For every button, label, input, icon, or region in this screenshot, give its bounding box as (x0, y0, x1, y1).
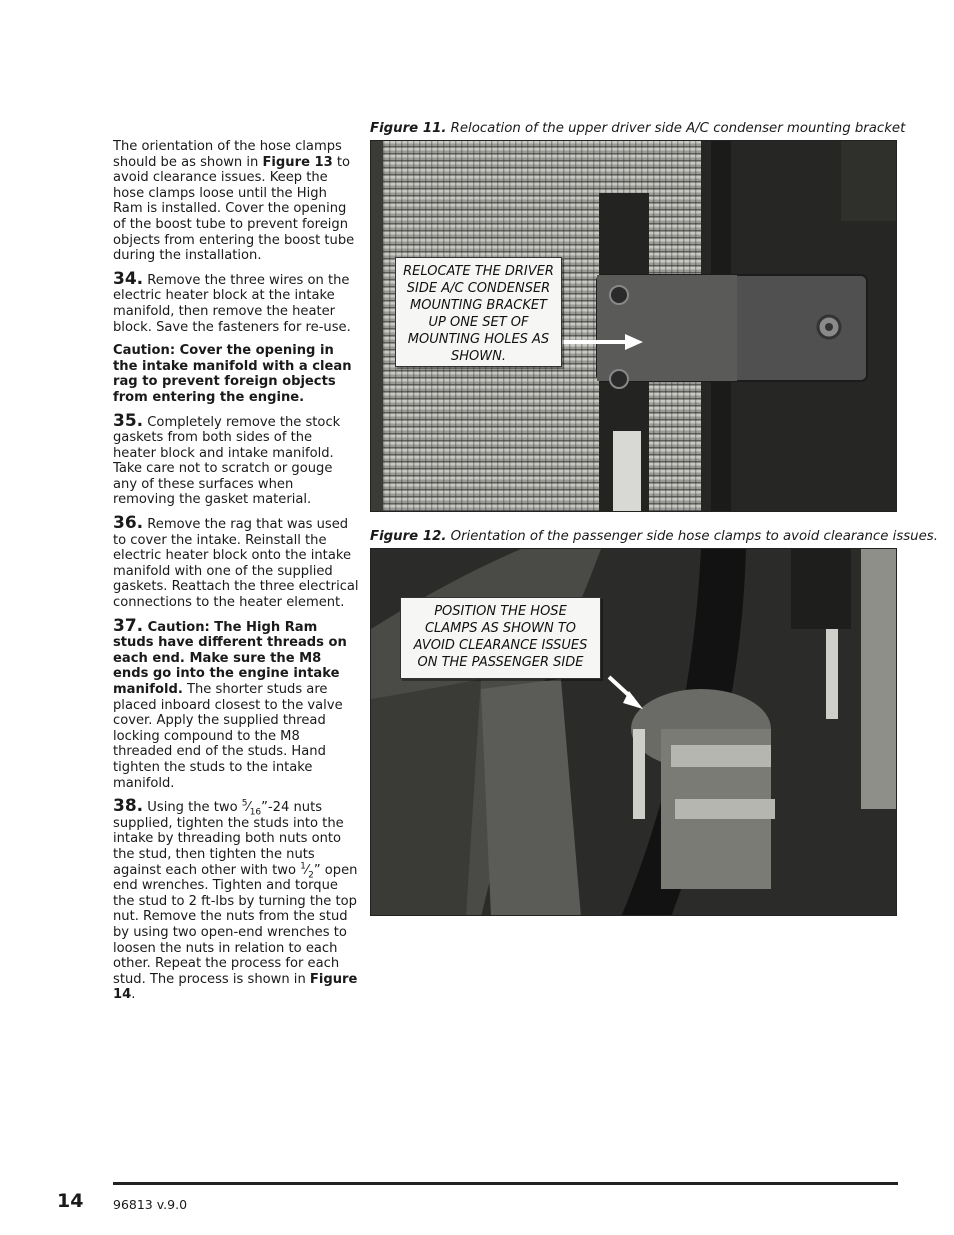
footer-rule (113, 1182, 898, 1185)
intro-text: The orientation of the hose clamps should be as shown in (113, 139, 342, 170)
step-34 (113, 268, 359, 335)
step-text: Completely remove the stock gaskets from both sides of the heater block and intake manifold. Take care not to scratch or gouge any of these surfaces when removing the gasket material. (113, 414, 341, 508)
figure-11-label: Figure 11. (370, 121, 447, 136)
figure-12-caption-text: Orientation of the passenger side hose clamps to avoid clearance issues. (446, 529, 938, 544)
figure-12-callout: POSITION THE HOSE CLAMPS AS SHOWN TO AVOID CLEARANCE ISSUES ON THE PASSENGER SIDE (400, 597, 601, 679)
intro-paragraph (113, 139, 359, 264)
step-text-end: . (131, 987, 136, 1003)
step-38: 38. Using the two $^5⁄_{16}”-24$ nuts supplied, tighten the studs into the intake by threading both nuts onto the stud, then tighten the nuts against each other with two $^1⁄_2$” open end wrenches. Tighten and torque the stud to 2 ft-lbs by turning the top nut. Remove the nuts from the stud by using two open-end wrenches to loosen the nuts in relation to each other. Repeat the process for each stud. The process is shown in Figure 14. (113, 796, 358, 1003)
step-number: 34. (113, 268, 144, 289)
step-number: 36. (113, 513, 144, 534)
step-text: Remove the three wires on the electric heater block at the intake manifold, then remove the heater block. Save the fasteners for re-use. (113, 272, 351, 335)
instructions-column (113, 139, 359, 1011)
step-36 (113, 513, 359, 611)
figure-13-reference: Figure 13 (262, 154, 333, 170)
step-number: 35. (113, 410, 144, 431)
caution-note: Caution: Cover the opening in the intake manifold with a clean rag to prevent foreign objects from entering the engine. (113, 343, 352, 405)
step-number: 38. (113, 796, 144, 817)
step-text: Remove the rag that was used to cover the intake. Reinstall the electric heater block onto the intake manifold with one of the supplied gaskets. Reattach the three electrical connections to the heater element. (113, 517, 359, 611)
step-caution: Caution: The High Ram studs have different threads on each end. Make sure the M8 ends go into the engine intake manifold. (113, 619, 347, 697)
document-version: 96813 v.9.0 (113, 1197, 188, 1212)
intro-text-cont: to avoid clearance issues. Keep the hose clamps loose until the High Ram is installed. Cover the opening of the boost tube to prevent foreign objects from entering the boost tube during the installation. (113, 154, 355, 264)
step-number: 37. (113, 615, 144, 636)
step-text-cont: ” open end wrenches. Tighten and torque the stud to 2 ft-lbs by turning the top nut. Remove the nuts from the stud by using two open-end wrenches to loosen the nuts in relation to each other. Repeat the process for each stud. The process is shown in (113, 862, 358, 987)
step-35 (113, 410, 359, 509)
fraction-numerator: 1 (300, 861, 306, 872)
figure-11-caption-text: Relocation of the upper driver side A/C condenser mounting bracket (446, 121, 906, 136)
fraction-denominator: 2 (308, 870, 314, 881)
step-37 (113, 615, 359, 792)
fraction-numerator: 5 (241, 798, 248, 809)
figure-12-label: Figure 12. (370, 529, 447, 544)
fraction-denominator: 16 (249, 807, 262, 818)
page-number: 14 (57, 1190, 84, 1212)
step-text: Using the two (143, 800, 242, 816)
figure-14-reference: Figure 14 (113, 971, 358, 1003)
step-text-cont: ”-24 nuts supplied, tighten the studs into the intake by threading both nuts onto the stud, then tighten the nuts against each other with two (113, 800, 344, 878)
figure-12-caption (370, 529, 938, 544)
figure-11-callout: RELOCATE THE DRIVER SIDE A/C CONDENSER MOUNTING BRACKET UP ONE SET OF MOUNTING HOLES AS SHOWN. (395, 257, 562, 367)
step-text: The shorter studs are placed inboard closest to the valve cover. Apply the supplied thread locking compound to the M8 threaded end of the studs. Hand tighten the studs to the intake manifold. (113, 682, 343, 791)
figure-11-caption (370, 121, 905, 136)
